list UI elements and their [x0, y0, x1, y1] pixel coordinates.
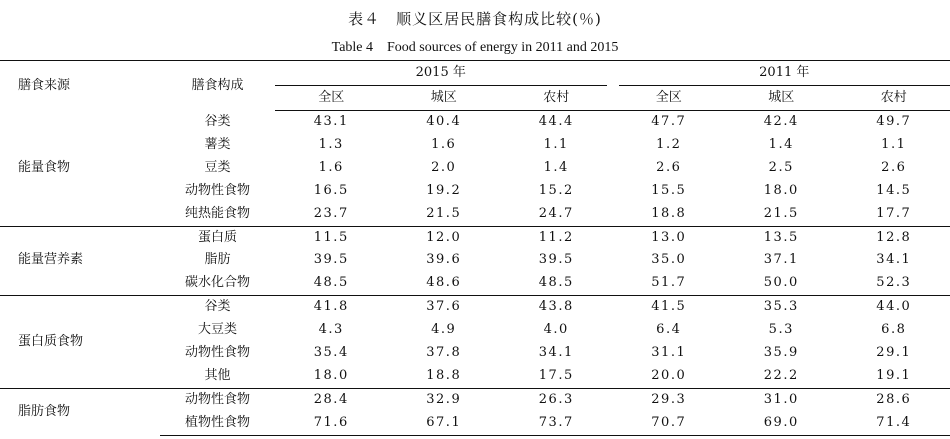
value-cell: 6.8 — [881, 322, 907, 338]
value-cell: 71.4 — [838, 412, 950, 435]
header-source: 膳食来源 — [0, 61, 160, 111]
value-cell: 29.1 — [876, 345, 912, 361]
value-cell: 2.0 — [431, 159, 457, 175]
table-row — [0, 111, 950, 134]
value-cell: 2.5 — [768, 159, 794, 175]
table-body — [0, 111, 950, 436]
value-cell: 1.3 — [318, 136, 344, 152]
value-cell: 1.1 — [543, 136, 569, 152]
value-cell: 1.4 — [768, 136, 794, 152]
food-sources-table — [0, 60, 950, 436]
value-cell: 39.5 — [538, 252, 574, 268]
composition-item: 动物性食物 — [184, 182, 250, 198]
value-cell: 48.5 — [313, 275, 349, 291]
value-cell: 28.6 — [838, 388, 950, 411]
header-area: 农村 — [838, 86, 950, 111]
value-cell: 6.4 — [656, 322, 682, 338]
composition-item: 其他 — [204, 367, 231, 383]
group-label: 脂肪食物 — [0, 388, 160, 435]
value-cell: 17.5 — [538, 367, 574, 383]
value-cell: 5.3 — [768, 322, 794, 338]
header-area: 全区 — [275, 86, 388, 111]
value-cell: 37.1 — [763, 252, 799, 268]
value-cell: 50.0 — [763, 275, 799, 291]
value-cell: 1.6 — [318, 159, 344, 175]
value-cell: 14.5 — [876, 182, 912, 198]
value-cell: 71.6 — [275, 412, 388, 435]
value-cell: 47.7 — [651, 114, 687, 129]
value-cell: 73.7 — [500, 412, 613, 435]
value-cell: 2.6 — [881, 159, 907, 175]
value-cell: 31.0 — [725, 388, 838, 411]
value-cell: 11.2 — [500, 226, 613, 249]
value-cell: 28.4 — [275, 388, 388, 411]
value-cell: 34.1 — [538, 345, 574, 361]
table-title-chinese: 表４ 顺义区居民膳食构成比较(％) — [348, 10, 602, 28]
group-label: 蛋白质食物 — [0, 296, 160, 389]
value-cell: 51.7 — [651, 275, 687, 291]
value-cell: 40.4 — [426, 114, 462, 129]
value-cell: 15.5 — [651, 182, 687, 198]
value-cell: 26.3 — [500, 388, 613, 411]
header-area: 城区 — [388, 86, 501, 111]
value-cell: 67.1 — [388, 412, 501, 435]
composition-item: 大豆类 — [197, 322, 237, 338]
value-cell: 17.7 — [876, 205, 912, 221]
value-cell: 69.0 — [725, 412, 838, 435]
value-cell: 35.3 — [725, 296, 838, 319]
composition-item: 脂肪 — [204, 252, 231, 268]
value-cell: 43.1 — [313, 114, 349, 129]
value-cell: 1.1 — [881, 136, 907, 152]
value-cell: 2.6 — [656, 159, 682, 175]
composition-item: 植物性食物 — [160, 412, 275, 435]
value-cell: 20.0 — [651, 367, 687, 383]
value-cell: 1.2 — [656, 136, 682, 152]
value-cell: 29.3 — [613, 388, 726, 411]
value-cell: 21.5 — [763, 205, 799, 221]
header-area: 城区 — [725, 86, 838, 111]
value-cell: 18.8 — [651, 205, 687, 221]
composition-item: 动物性食物 — [184, 345, 250, 361]
value-cell: 32.9 — [388, 388, 501, 411]
value-cell: 16.5 — [313, 182, 349, 198]
value-cell: 23.7 — [313, 205, 349, 221]
composition-item: 薯类 — [204, 136, 231, 152]
value-cell: 70.7 — [613, 412, 726, 435]
group-label: 能量营养素 — [0, 226, 160, 296]
value-cell: 12.8 — [838, 226, 950, 249]
value-cell: 41.5 — [613, 296, 726, 319]
value-cell: 13.5 — [725, 226, 838, 249]
value-cell: 35.4 — [313, 345, 349, 361]
value-cell: 35.0 — [651, 252, 687, 268]
value-cell: 37.8 — [426, 345, 462, 361]
composition-item: 豆类 — [204, 159, 231, 175]
table-title-english: Table 4 Food sources of energy in 2011 and 2015 — [331, 40, 619, 55]
value-cell: 19.2 — [426, 182, 462, 198]
value-cell: 11.5 — [275, 226, 388, 249]
value-cell: 24.7 — [538, 205, 574, 221]
value-cell: 49.7 — [876, 114, 912, 129]
value-cell: 48.5 — [538, 275, 574, 291]
value-cell: 41.8 — [275, 296, 388, 319]
composition-item: 动物性食物 — [160, 388, 275, 411]
value-cell: 4.3 — [318, 322, 344, 338]
value-cell: 39.5 — [313, 252, 349, 268]
value-cell: 22.2 — [763, 367, 799, 383]
header-year-2011: 2011 年 — [613, 61, 950, 87]
value-cell: 34.1 — [876, 252, 912, 268]
value-cell: 43.8 — [500, 296, 613, 319]
value-cell: 39.6 — [426, 252, 462, 268]
composition-item: 蛋白质 — [160, 226, 275, 249]
value-cell: 18.0 — [763, 182, 799, 198]
value-cell: 44.0 — [838, 296, 950, 319]
value-cell: 52.3 — [876, 275, 912, 291]
value-cell: 21.5 — [426, 205, 462, 221]
composition-item: 碳水化合物 — [184, 275, 250, 291]
value-cell: 4.0 — [543, 322, 569, 338]
header-area: 农村 — [500, 86, 613, 111]
header-area: 全区 — [613, 86, 726, 111]
value-cell: 44.4 — [538, 114, 574, 129]
value-cell: 18.0 — [313, 367, 349, 383]
composition-item: 纯热能食物 — [184, 205, 250, 221]
header-composition: 膳食构成 — [160, 61, 275, 111]
value-cell: 12.0 — [388, 226, 501, 249]
value-cell: 31.1 — [651, 345, 687, 361]
value-cell: 4.9 — [431, 322, 457, 338]
table-row — [0, 388, 950, 411]
table-row — [0, 226, 950, 249]
composition-item: 谷类 — [204, 113, 231, 129]
value-cell: 13.0 — [613, 226, 726, 249]
group-label: 能量食物 — [18, 159, 71, 175]
value-cell: 1.6 — [431, 136, 457, 152]
value-cell: 15.2 — [538, 182, 574, 198]
value-cell: 35.9 — [763, 345, 799, 361]
value-cell: 18.8 — [426, 367, 462, 383]
header-year-2015: 2015 年 — [275, 61, 613, 87]
table-row — [0, 296, 950, 319]
value-cell: 19.1 — [876, 367, 912, 383]
composition-item: 谷类 — [160, 296, 275, 319]
value-cell: 37.6 — [388, 296, 501, 319]
value-cell: 42.4 — [763, 114, 799, 129]
value-cell: 1.4 — [543, 159, 569, 175]
value-cell: 48.6 — [426, 275, 462, 291]
